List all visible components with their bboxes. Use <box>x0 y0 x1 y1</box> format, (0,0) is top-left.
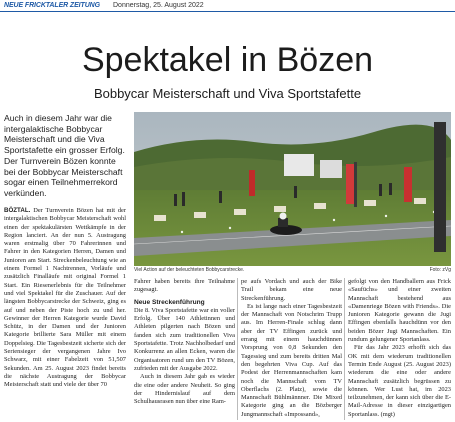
masthead-rule <box>0 11 455 12</box>
byline: BÖZTAL. <box>4 207 31 214</box>
column-3-text-1: pe aufs Vordach und auch der Bike Trail bekam eine neue Streckenführung. <box>241 278 342 302</box>
photo-caption-text: Viel Action auf der beleuchteten Bobbycarstrecke. <box>134 267 245 273</box>
column-divider <box>344 278 345 420</box>
article-column-2 <box>134 278 235 406</box>
article-column-3 <box>241 278 342 419</box>
column-divider <box>237 278 238 420</box>
newspaper-logo: NEUE FRICKTALER ZEITUNG <box>4 2 100 9</box>
photo-caption <box>134 267 451 275</box>
section-subhead: Neue Streckenführung <box>134 298 205 306</box>
photo-credit: Foto: zVg <box>429 267 451 273</box>
article-photo <box>134 112 451 266</box>
column-2-text-1: Fahrer haben bereits ihre Teilnahme zugesagt. <box>134 278 235 294</box>
masthead <box>0 0 455 12</box>
article-column-4 <box>348 278 451 419</box>
column-4-text-2: Für das Jahr 2023 erhofft sich das OK mit dem wiederum traditionellen Termin Ende August (25. August 2023) wiederum die eine oder andere Mannschaft zusätzlich begrüssen zu können. Wer Lust hat, im 2023 teilzunehmen, der kann sich über die E-Mail-Adresse in dieser einzigartigen Sportanlass. (mgt) <box>348 344 451 418</box>
column-1-text: Der Turnverein Bözen hat mit der intergalaktischen Bobbycar Meisterschaft wohl einen der spektakulärsten Wettkämpfe in der Region lanciert. An der nun 5. Austragung waren erstmalig über 70 Fahrerinnen und Fahrer in den Kategorien Herren, Damen und Junioren am Start. Streckenbeleuchtung wie an einem Formel 1 Nachtrennen, Vorläufe und zusätzlich Finalläufe mit original Formel 1 Start. Ein Riesenerlebnis für die Teilnehmer und viel Spektakel für die Zuschauer. Auf der längsten Bobbycarstrecke der Schweiz, ging es auf und neben der Piste hoch zu und her. Gewinner der Herren Kategorie wurde David Schütz, in der Damen und der Junioren Kategorie brillierte Sara Müller mit einem Doppelsieg. Die Tagesbestzeit sicherte sich der Seriensieger der vergangenen Jahre Ivo Schwarz, mit einer Fabelzeit von 51,507 Sekunden. Am 25. August 2023 findet bereits die nächste Austragung der Bobbycar Meisterschaft statt und viele der über 70 <box>4 207 126 389</box>
article-column-1 <box>4 207 126 390</box>
article-lead: Auch in diesem Jahr war die intergalaktische Bobbycar Meisterschaft und die Viva Sportstafette ein grosser Erfolg. Der Turnverein Bözen konnte bei der Bobbycar Meisterschaft sogar einen Teilnehmerrekord verkünden. <box>4 113 125 198</box>
issue-date: Donnerstag, 25. August 2022 <box>113 2 204 9</box>
column-4-text-1: gefolgt von den Handballern aus Frick «Saufüchs» und einer zweiten Mannschaft bestehend aus «Damenriege Bözen with Friends». Die Junioren Kategorie gewann die Jugi Effingen ebenfalls hauchdünn vor den beiden Bözer Jugi Mannschaften. Ein rundum gelungener Sportanlass. <box>348 278 451 344</box>
column-3-text-2: Es ist lange nach einer Tagesbestzeit der Mannschaft von Notschrim Trupp aus. Im Herren-Finale schlug dann aber der TV Effingen zurück und errang mit einem hauchdünnen Vorsprung von 0,8 Sekunden den Tagessieg und zum bereits dritten Mal den begehrten Viva Cup. Auf das Podest der Herrenmannschaften kam noch die Mannschaft vom TV Oberflachs (2. Platz), sowie die Mannschaft Bühlmännner. Die Mixed Kategorie ging an die Bözberger Jungmannschaft «Impossand», <box>241 302 342 418</box>
article-headline: Spektakel in Bözen <box>81 41 374 79</box>
column-2-text-2: Die 8. Viva Sportstafette war ein voller Erfolg. Über 140 Athletinnen und Athleten pilgerten nach Bözen und fanden sich zum traditionellen Viva Sportstafette. Trotz Nachholbedarf und Konkurrenz an allen Ecken, waren die Organisatoren rund um den TV Bözen, zufrieden mit der Ausgabe 2022. <box>134 306 235 372</box>
bobbycar-race-photo <box>134 112 451 266</box>
article-subheadline: Bobbycar Meisterschaft und Viva Sportstafette <box>93 86 362 101</box>
column-2-text-3: Auch in diesem Jahr gab es wieder die eine oder andere Neuheit. So ging der Hindernislauf auf dem Schulhausrasen nun über eine Ram- <box>134 373 235 406</box>
